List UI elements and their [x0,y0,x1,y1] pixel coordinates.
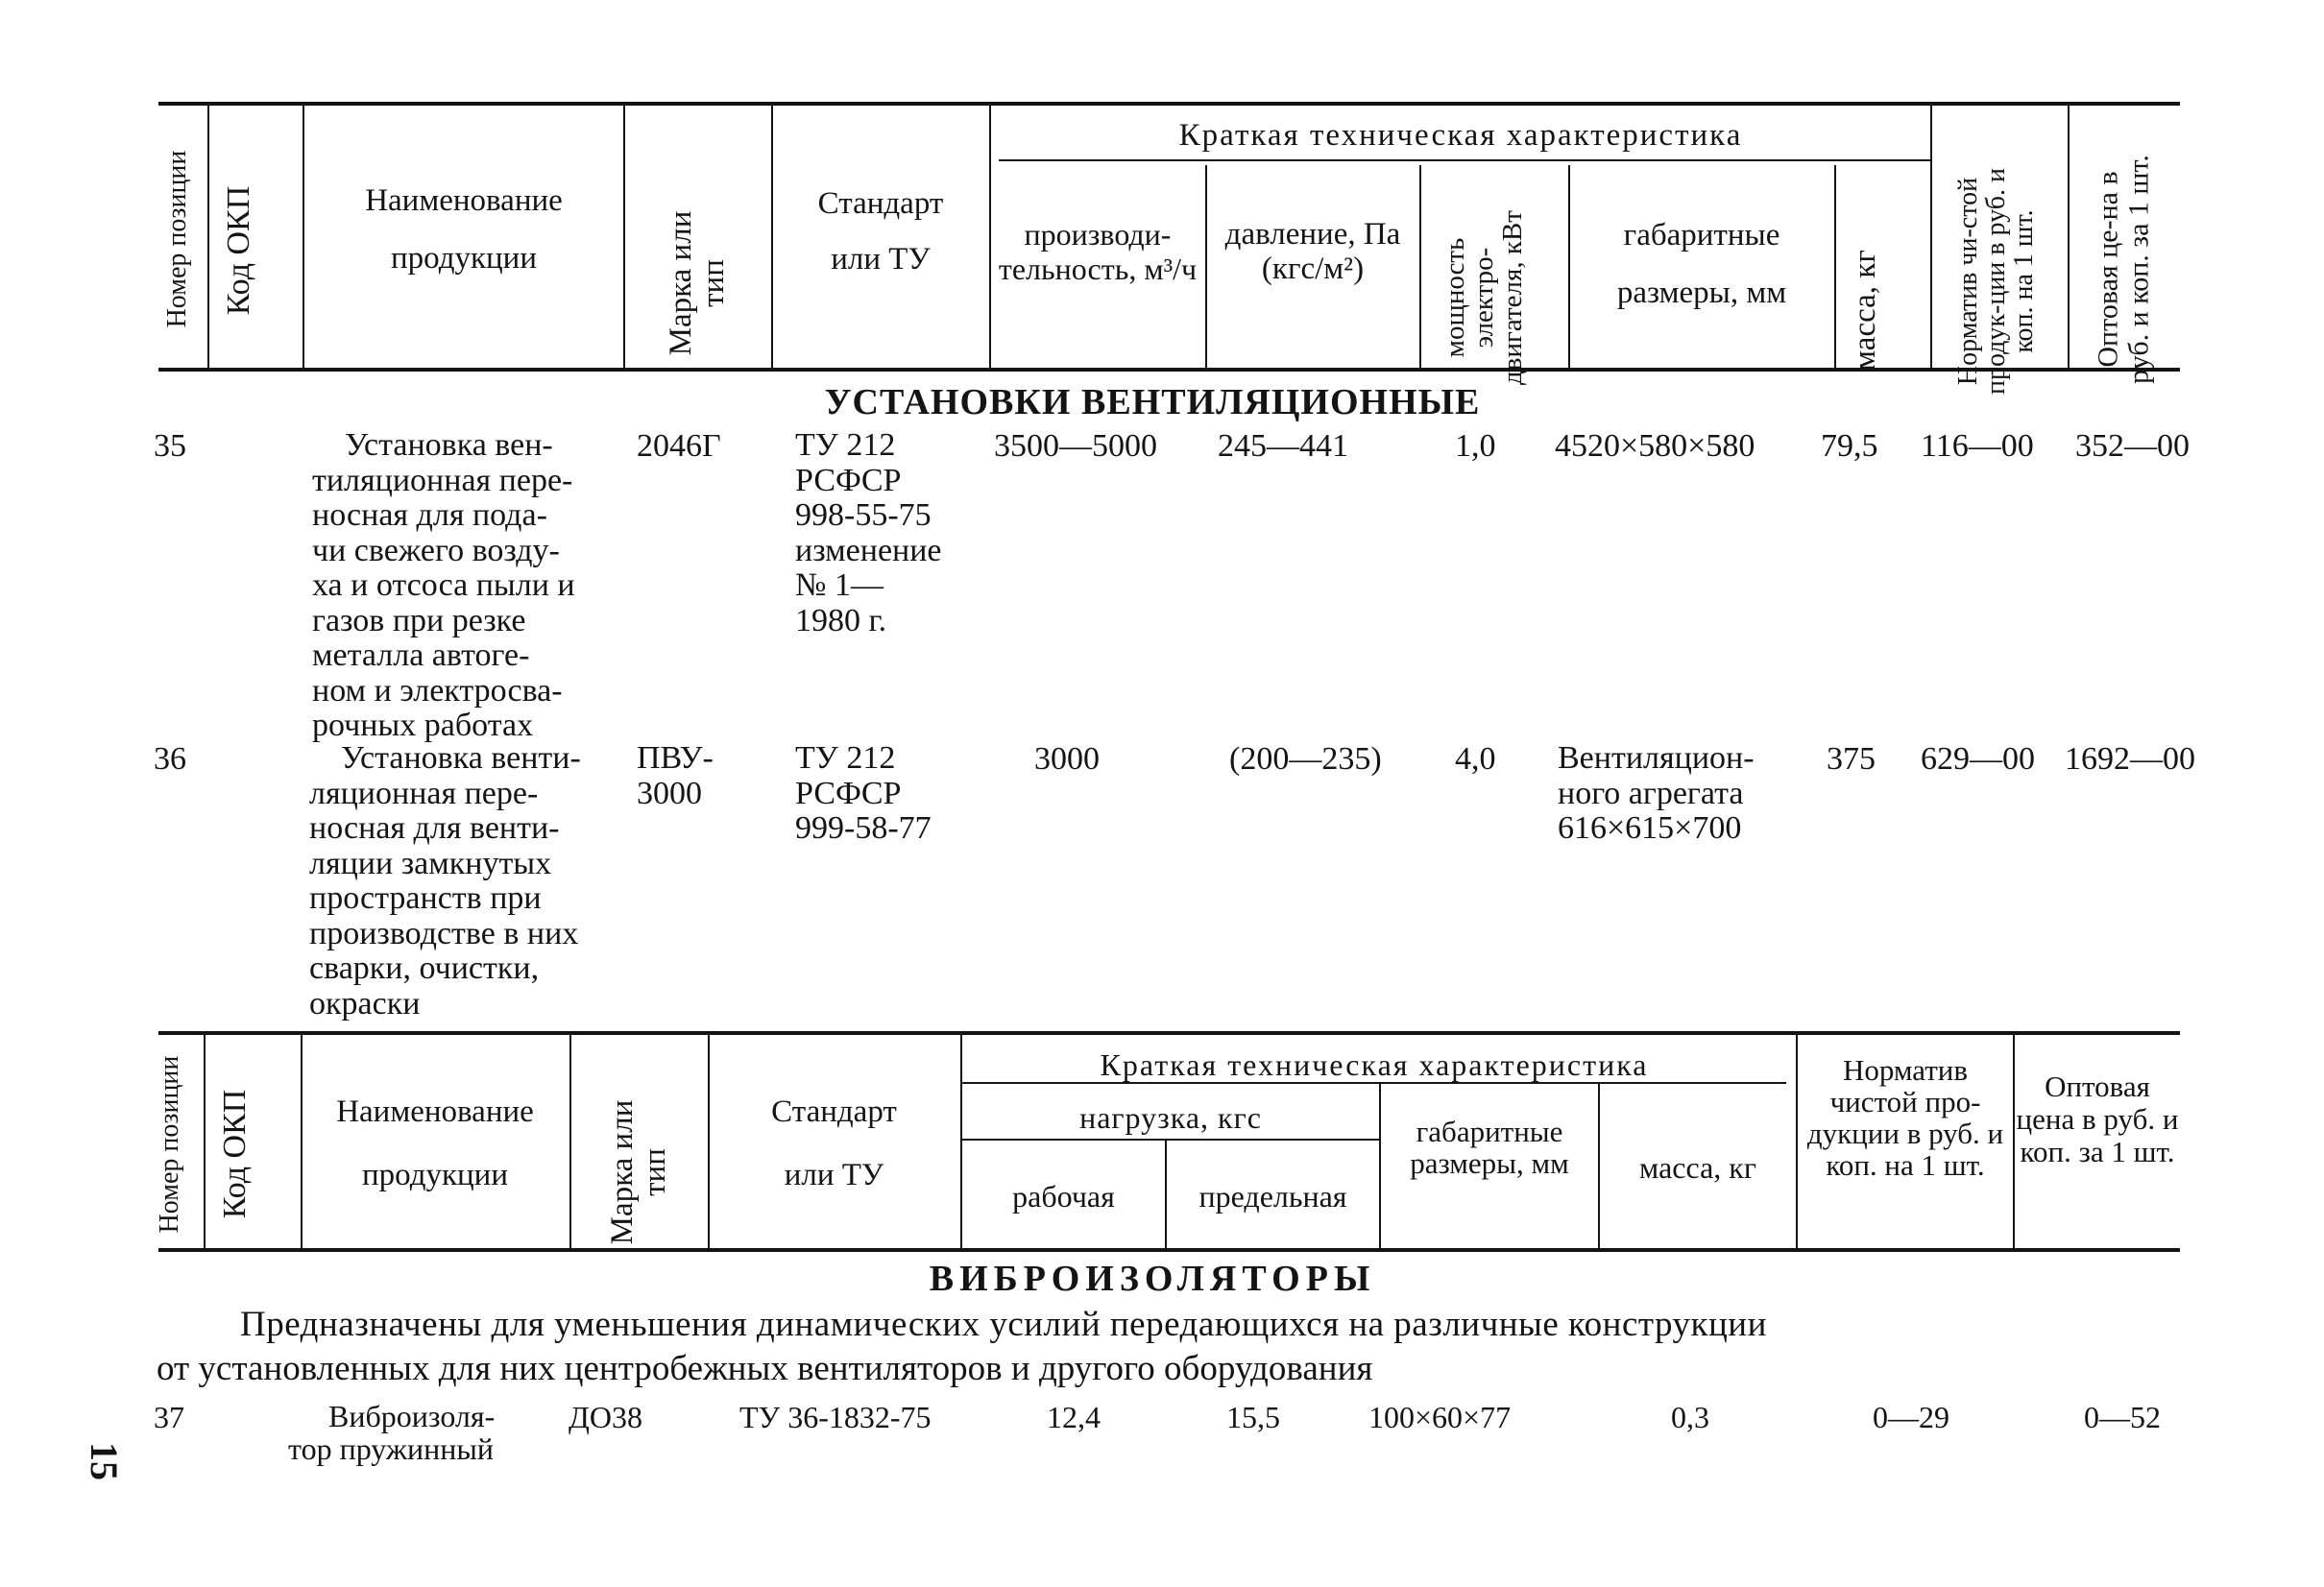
row-norm: 629—00 [1921,741,2035,777]
header-power: мощность электро-двигателя, кВт [1440,210,1528,385]
header-okp: Код ОКП [221,185,256,316]
row-price: 0—52 [2084,1400,2161,1434]
table1-col-rule [623,106,625,368]
table2-col-rule [204,1035,206,1248]
row-name: Установка вен- тиляционная пере- носная для пода- чи свежего возду- ха и отсоса пыли и газов при резке металла автоге- ном и электросва- рочных работах [312,427,575,743]
row-mass: 375 [1827,741,1876,777]
header-mass: масса, кг [1848,250,1882,371]
row-mark: ДО38 [569,1400,642,1434]
row-norm: 0—29 [1873,1400,1949,1434]
row-standard: ТУ 212 РСФСР 999-58-77 [795,740,932,846]
header-dims-line2: размеры, мм [1616,276,1787,310]
table1-col-rule [1568,165,1570,368]
table2-load-rule [960,1139,1379,1141]
row-dims: 4520×580×580 [1555,428,1755,464]
row-mass: 79,5 [1821,428,1878,464]
row-price: 1692—00 [2065,741,2195,777]
table1-col-rule [1205,165,1207,368]
table1-top-rule [158,102,2180,106]
header-load-limit: предельная [1198,1179,1347,1214]
header-name [305,182,622,277]
row-standard: ТУ 36-1832-75 [739,1400,932,1434]
header-tech-group: Краткая техническая характеристика [1100,1047,1649,1082]
header-name-line1: Наименование [336,1094,534,1129]
row-load-work: 12,4 [1047,1400,1101,1434]
header-norm: Норматив чи-стой продук-ции в руб. и коп. на 1 шт. [1953,167,2039,396]
row-standard: ТУ 212 РСФСР 998-55-75 изменение № 1— 1980 г. [795,427,942,638]
description-line: Предназначены для уменьшения динамических усилий передающихся на различные конструкции [240,1305,1767,1344]
row-pressure: 245—441 [1218,428,1348,464]
header-standard [710,1094,958,1193]
row-power: 1,0 [1455,428,1496,464]
header-mass: масса, кг [1639,1150,1756,1185]
header-norm: Норматив чистой про-дукции в руб. и коп. на 1 шт. [1806,1053,2004,1182]
row-productivity: 3000 [1034,741,1100,777]
header-standard-line2: или ТУ [831,242,931,277]
row-productivity: 3500—5000 [994,428,1157,464]
table1-col-rule [1419,165,1421,368]
header-name-line1: Наименование [365,183,563,218]
header-standard-line2: или ТУ [784,1158,884,1192]
row-power: 4,0 [1455,741,1496,777]
header-mark: Марка или тип [605,1099,672,1245]
row-number: 37 [154,1400,184,1434]
header-name-line2: продукции [361,1158,508,1192]
header-position: Номер позиции [155,1055,184,1234]
row-mark: 2046Г [637,428,721,464]
header-dims [1571,217,1832,311]
row-name: Виброизоля- тор пружинный [288,1399,496,1466]
table2-top-rule [158,1031,2180,1035]
row-price: 352—00 [2075,428,2190,464]
header-name [303,1094,568,1193]
header-load-work: рабочая [1012,1179,1115,1214]
header-dims: габаритные размеры, мм [1410,1115,1569,1180]
header-dims-line1: габаритные [1623,218,1780,252]
row-name: Установка венти- ляционная пере- носная для венти- ляции замкнутых пространств при производстве в них сварки, очистки, окраски [309,740,581,1022]
header-name-line2: продукции [390,241,537,276]
row-mark: ПВУ- 3000 [637,740,714,811]
table2-header-bottom-rule [158,1248,2180,1252]
header-load-group: нагрузка, кгс [1079,1100,1262,1135]
table1-col-rule [1834,165,1836,368]
description-line: от установленных для них центробежных вентиляторов и другого оборудования [157,1349,1373,1388]
row-load-limit: 15,5 [1226,1400,1280,1434]
row-number: 35 [154,428,186,464]
header-productivity: производи-тельность, м³/ч [998,217,1198,286]
table2-col-rule [569,1035,571,1248]
table1-group-rule [999,159,1930,161]
header-standard-line1: Стандарт [817,186,944,221]
section-title-ventilation: УСТАНОВКИ ВЕНТИЛЯЦИОННЫЕ [824,382,1481,422]
table1-col-rule [207,106,209,368]
header-pressure: давление, Па (кгс/м²) [1224,217,1401,286]
header-standard [774,185,987,277]
table1-col-rule [771,106,773,368]
row-dims: 100×60×77 [1368,1400,1512,1434]
section-title-vibration-isolators: ВИБРОИЗОЛЯТОРЫ [929,1259,1376,1299]
table1-col-rule [1930,106,1932,368]
header-standard-line1: Стандарт [771,1094,897,1129]
row-pressure: (200—235) [1229,741,1382,777]
header-tech-group: Краткая техническая характеристика [1178,118,1743,153]
page-number: 15 [83,1442,126,1480]
header-position: Номер позиции [162,150,192,328]
header-price: Оптовая цена в руб. и коп. за 1 шт. [2016,1070,2179,1168]
table1-col-rule [303,106,304,368]
header-okp: Код ОКП [217,1089,253,1219]
row-norm: 116—00 [1921,428,2034,464]
row-dims: Вентиляцион- ного агрегата 616×615×700 [1558,740,1755,846]
header-price: Оптовая це-на в руб. и коп. за 1 шт. [2092,155,2155,384]
row-number: 36 [154,741,186,777]
header-mark: Марка или тип [664,210,731,356]
row-mass: 0,3 [1671,1400,1709,1434]
